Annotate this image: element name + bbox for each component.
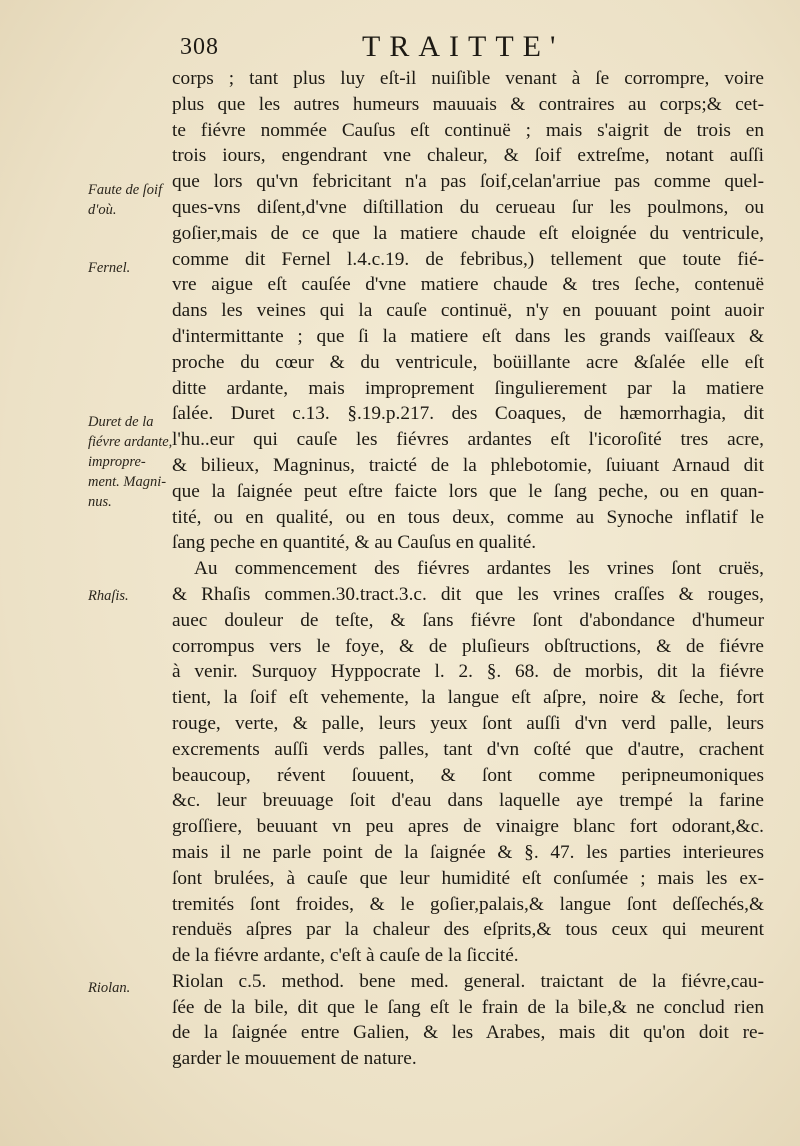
margin-note-riolan: Riolan.: [88, 980, 131, 996]
text-line: ſalée. Duret c.13. §.19.p.217. des Coaques, de hæmorrhagia, dit: [172, 403, 764, 425]
text-line: tremités ſont froides, & le goſier,palais,& langue ſont deſſechés,&: [172, 893, 764, 915]
margin-note-duret: Duret de la fiévre ardante, impropre-ment. Magni-nus.: [88, 414, 173, 510]
text-line: ſée de la bile, dit que le ſang eſt le frain de la bile,& ne conclud rien: [172, 996, 764, 1018]
text-line: Riolan c.5. method. bene med. general. traictant de la fiévre,cau-: [172, 970, 764, 992]
text-line: goſier,mais de ce que la matiere chaude eſt eloignée du ventricule,: [172, 222, 764, 244]
text-line: & bilieux, Magninus, traicté de la phlebotomie, ſuiuant Arnaud dit: [172, 454, 764, 476]
text-line: de la ſaignée entre Galien, & les Arabes, mais dit qu'on doit re-: [172, 1022, 764, 1044]
text-line: ques-vns diſent,d'vne diſtillation du cerueau ſur les poulmons, ou: [172, 196, 764, 218]
text-line: &c. leur breuuage ſoit d'eau dans laquelle aye trempé la farine: [172, 790, 764, 812]
text-line: dans les veines qui la cauſe continuë, n'y en pouuant point auoir: [172, 300, 764, 322]
text-line: ſont brulées, à cauſe que leur humidité eſt conſumée ; mais les ex-: [172, 867, 764, 889]
text-line: tité, ou en qualité, ou en tous deux, comme au Synoche inflatif le: [172, 506, 764, 528]
text-line: excrements auſſi verds palles, tant d'vn coſté que d'autre, crachent: [172, 738, 764, 760]
text-line: auec douleur de teſte, & ſans fiévre ſont d'abondance d'humeur: [172, 609, 764, 631]
margin-note-fernel: Fernel.: [88, 260, 131, 276]
text-line: ditte ardante, mais improprement ſingulierement par la matiere: [172, 377, 764, 399]
text-line: à venir. Surquoy Hyppocrate l. 2. §. 68. de morbis, dit la fiévre: [172, 661, 764, 683]
text-line: Au commencement des fiévres ardantes les vrines ſont cruës,: [194, 558, 764, 580]
text-line: corrompus vers le foye, & de pluſieurs obſtructions, & de fiévre: [172, 635, 764, 657]
text-line: plus que les autres humeurs mauuais & contraires au corps;& cet-: [172, 93, 764, 115]
text-line: beaucoup, révent ſouuent, & ſont comme peripneumoniques: [172, 764, 764, 786]
text-line: corps ; tant plus luy eſt-il nuiſible venant à ſe corrompre, voire: [172, 68, 764, 89]
text-line: mais il ne parle point de la ſaignée & §. 47. les parties interieures: [172, 841, 764, 863]
text-line: l'hu..eur qui cauſe les fiévres ardantes eſt l'icoroſité tres acre,: [172, 429, 764, 451]
running-title: TRAITTE': [362, 30, 565, 63]
text-line: renduës aſpres par la chaleur des eſprits,& tous ceux qui meurent: [172, 919, 764, 941]
text-line: d'intermittante ; que ſi la matiere eſt dans les grands vaiſſeaux &: [172, 325, 764, 347]
text-line: de la fiévre ardante, c'eſt à cauſe de la ſiccité.: [172, 945, 519, 967]
body-text: [172, 66, 764, 1072]
page-header: [180, 26, 740, 64]
text-line: comme dit Fernel l.4.c.19. de febribus,) tellement que toute fié-: [172, 248, 764, 270]
text-line: proche du cœur & du ventricule, boüillante acre &ſalée elle eſt: [172, 351, 764, 373]
text-line: trois iours, engendrant vne chaleur, & ſoif extreſme, notant auſſi: [172, 145, 764, 167]
text-line: tient, la ſoif eſt vehemente, la langue eſt aſpre, noire & ſeche, fort: [172, 687, 764, 709]
text-line: vre aigue eſt cauſée d'vne matiere chaude & tres ſeche, contenuë: [172, 274, 764, 296]
text-line: rouge, verte, & palle, leurs yeux ſont auſſi d'vn verd palle, leurs: [172, 712, 764, 734]
text-line: que la ſaignée peut eſtre faicte lors que le ſang peche, ou en quan-: [172, 480, 764, 502]
text-line: ſang peche en quantité, & au Cauſus en qualité.: [172, 532, 537, 554]
text-line: que lors qu'vn febricitant n'a pas ſoif,celan'arriue pas comme quel-: [172, 171, 764, 193]
text-line: & Rhaſis commen.30.tract.3.c. dit que les vrines craſſes & rouges,: [172, 583, 764, 605]
text-line: groſſiere, beuuant vn peu apres de vinaigre blanc fort odorant,&c.: [172, 816, 764, 838]
margin-note-faute-de-soif: Faute de ſoif d'où.: [88, 182, 163, 218]
text-line: te fiévre nommée Cauſus eſt continuë ; mais s'aigrit de trois en: [172, 119, 764, 141]
text-line: garder le mouuement de nature.: [172, 1048, 417, 1070]
page-number: 308: [180, 34, 219, 60]
margin-note-rhasis: Rhaſis.: [88, 588, 129, 604]
